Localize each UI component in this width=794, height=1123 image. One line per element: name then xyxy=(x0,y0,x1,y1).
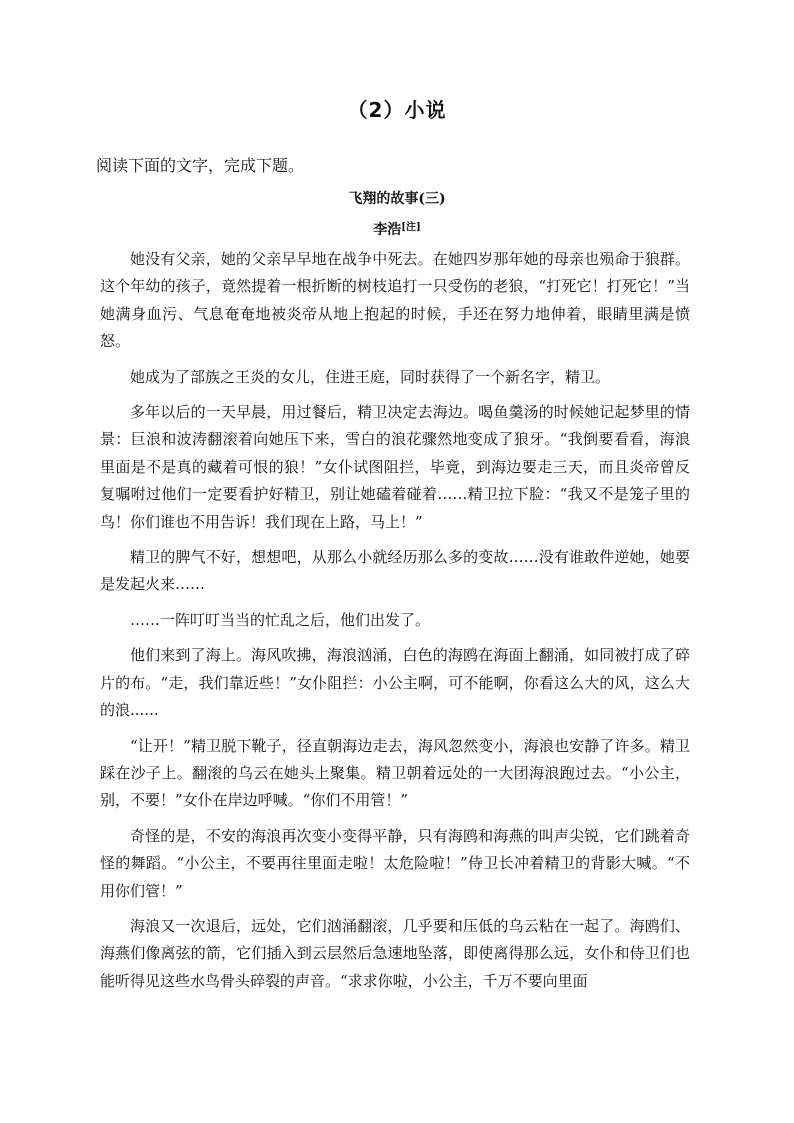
section-title: （2）小说 xyxy=(347,98,447,122)
story-paragraph: 多年以后的一天早晨，用过餐后，精卫决定去海边。喝鱼羹汤的时候她记起梦里的情景：巨浪和波涛翻滚着向她压下来，雪白的浪花骤然地变成了狼牙。“我倒要看看，海浪里面是不是真的藏着可恨的狼！”女仆试图阻拦，毕竟，到海边要走三天，而且炎帝曾反复嘱咐过他们一定要看护好精卫，别让她磕着碰着……精卫拉下脸：“我又不是笼子里的鸟！你们谁也不用告诉！我们现在上路，马上！” xyxy=(100,403,690,531)
author-name: 李浩 xyxy=(373,222,402,238)
story-author xyxy=(0,218,794,239)
reading-instruction: 阅读下面的文字，完成下题。 xyxy=(96,156,305,175)
story-paragraph: “让开！”精卫脱下靴子，径直朝海边走去，海风忽然变小，海浪也安静了许多。精卫踩在沙子上。翻滚的乌云在她头上聚集。精卫朝着远处的一大团海浪跑过去。“小公主，别，不要！”女仆在岸边呼喊。“你们不用管！” xyxy=(100,736,690,810)
author-footnote-marker: [注] xyxy=(401,222,421,233)
story-paragraph: 她没有父亲，她的父亲早早地在战争中死去。在她四岁那年她的母亲也殒命于狼群。这个年幼的孩子，竟然提着一根折断的树枝追打一只受伤的老狼，“打死它！打死它！”当她满身血污、气息奄奄地被炎帝从地上抱起的时候，手还在努力地伸着，眼睛里满是愤怒。 xyxy=(100,250,690,351)
story-paragraph: 海浪又一次退后，远处，它们汹涌翻滚，几乎要和压低的乌云粘在一起了。海鸥们、海燕们像离弦的箭，它们插入到云层然后急速地坠落，即使离得那么远，女仆和侍卫们也能听得见这些水鸟骨头碎裂的声音。“求求你啦，小公主，千万不要向里面 xyxy=(100,916,690,990)
story-paragraph: 他们来到了海上。海风吹拂，海浪汹涌，白色的海鸥在海面上翻涌，如同被打成了碎片的布。“走，我们靠近些！”女仆阻拦：小公主啊，可不能啊，你看这么大的风，这么大的浪...... xyxy=(100,646,690,720)
story-paragraph: 精卫的脾气不好，想想吧，从那么小就经历那么多的变故……没有谁敢件逆她，她要是发起火来…… xyxy=(100,548,690,594)
story-paragraph: ……一阵叮叮当当的忙乱之后，他们出发了。 xyxy=(130,610,431,629)
story-paragraph: 奇怪的是，不安的海浪再次变小变得平静，只有海鸥和海燕的叫声尖锐，它们跳着奇怪的舞蹈。“小公主，不要再往里面走啦！太危险啦！”侍卫长冲着精卫的背影大喊。“不用你们管！” xyxy=(100,826,690,900)
story-body xyxy=(100,246,690,1003)
story-title: 飞翔的故事(三) xyxy=(348,191,446,207)
story-paragraph: 她成为了部族之王炎的女儿，住进王庭，同时获得了一个新名字，精卫。 xyxy=(130,367,611,386)
